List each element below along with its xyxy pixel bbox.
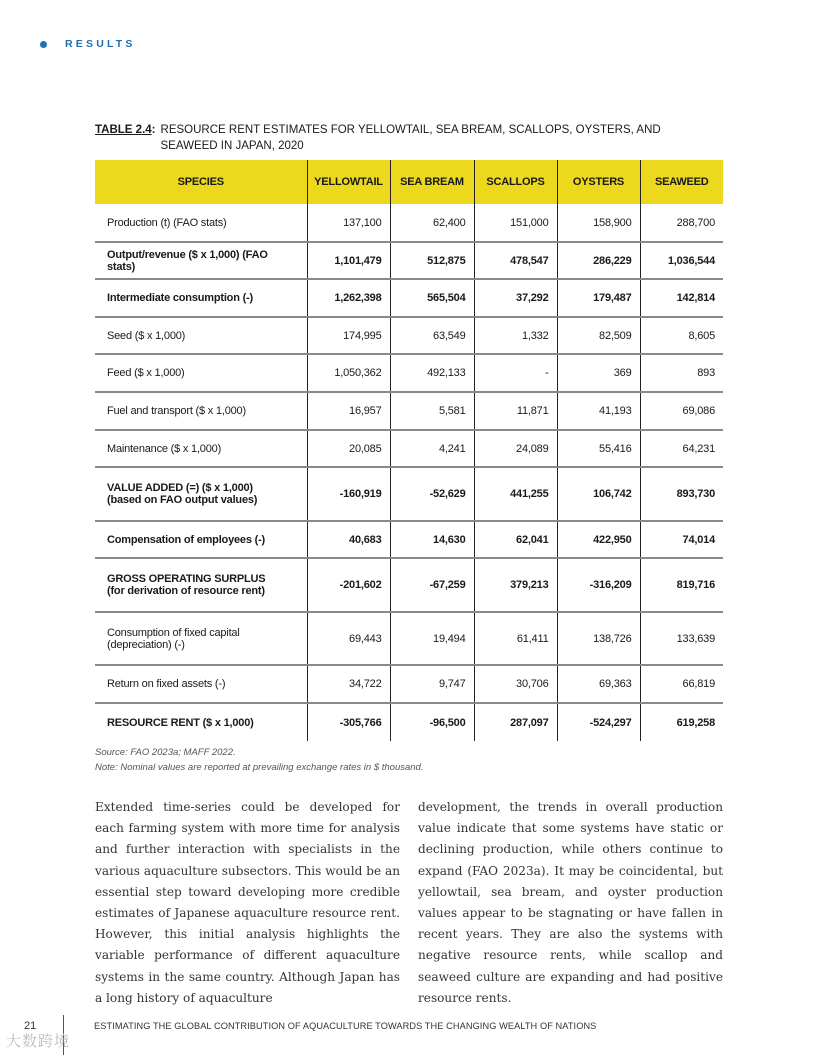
section-header [40, 38, 136, 50]
table-cell: 16,957 [307, 392, 390, 430]
table-cell: 478,547 [474, 242, 557, 279]
table-row [95, 521, 723, 558]
table-cell: 37,292 [474, 279, 557, 317]
table-cell: 34,722 [307, 665, 390, 703]
table-caption [95, 122, 715, 154]
row-label [95, 703, 307, 741]
row-label [95, 242, 307, 279]
table-header-row [95, 160, 723, 204]
table-note: Note: Nominal values are reported at prevailing exchange rates in $ thousand. [95, 762, 424, 773]
row-label-text: Maintenance ($ x 1,000) [107, 442, 222, 455]
table-cell: 1,050,362 [307, 354, 390, 392]
table-cell: 1,101,479 [307, 242, 390, 279]
table-cell: 151,000 [474, 204, 557, 242]
table-cell: 1,332 [474, 317, 557, 354]
row-label [95, 354, 307, 392]
row-label-text: Consumption of fixed capital [107, 626, 240, 639]
table-cell: -201,602 [307, 558, 390, 612]
table-cell: 14,630 [390, 521, 474, 558]
row-label-text: Compensation of employees (-) [107, 533, 265, 546]
table-title: RESOURCE RENT ESTIMATES FOR YELLOWTAIL, SEA BREAM, SCALLOPS, OYSTERS, AND SEAWEED IN JAPAN, 2020 [160, 124, 661, 152]
table-cell: 9,747 [390, 665, 474, 703]
table-cell: 287,097 [474, 703, 557, 741]
row-sublabel-text: (based on FAO output values) [107, 494, 258, 506]
table-row [95, 279, 723, 317]
table-cell: 138,726 [557, 612, 640, 665]
col-header-oysters: OYSTERS [557, 160, 640, 204]
table-cell: 24,089 [474, 430, 557, 467]
row-label-text: Return on fixed assets (-) [107, 678, 226, 690]
table-cell: 422,950 [557, 521, 640, 558]
table-cell: -96,500 [390, 703, 474, 741]
page-number: 21 [24, 1020, 37, 1032]
table-cell: -305,766 [307, 703, 390, 741]
table-cell: 492,133 [390, 354, 474, 392]
body-text-right-column: development, the trends in overall production value indicate that some systems have static or declining production, while others continue to expand (FAO 2023a). It may be coincidental, but yellowtail, sea bream, and oyster production values appear to be stagnating or have fallen in recent years. They are also the systems with negative resource rents, while scallop and seaweed culture are expanding and had positive resource rents. [418, 800, 723, 1005]
row-sublabel-text: (depreciation) (-) [107, 638, 185, 651]
table-cell: 62,400 [390, 204, 474, 242]
row-label-text: Seed ($ x 1,000) [107, 329, 186, 342]
row-label [95, 317, 307, 354]
table-cell: 288,700 [640, 204, 723, 242]
table-cell: 158,900 [557, 204, 640, 242]
table-cell: 19,494 [390, 612, 474, 665]
table-cell: -160,919 [307, 467, 390, 521]
table-cell: 66,819 [640, 665, 723, 703]
table-cell: 69,363 [557, 665, 640, 703]
footer-title: ESTIMATING THE GLOBAL CONTRIBUTION OF AQUACULTURE TOWARDS THE CHANGING WEALTH OF NATIONS [94, 1021, 597, 1031]
table-cell: 369 [557, 354, 640, 392]
table-cell: -67,259 [390, 558, 474, 612]
caption-colon: : [151, 124, 156, 136]
table-cell: 137,100 [307, 204, 390, 242]
table-row [95, 317, 723, 354]
table-id: TABLE 2.4 [95, 124, 152, 136]
table-row [95, 467, 723, 521]
watermark: 大数跨境 [6, 1033, 71, 1050]
table-cell: 64,231 [640, 430, 723, 467]
table-cell: 69,443 [307, 612, 390, 665]
table-cell: 74,014 [640, 521, 723, 558]
col-header-yellowtail: YELLOWTAIL [307, 160, 390, 204]
table-row [95, 430, 723, 467]
table-cell: 893,730 [640, 467, 723, 521]
row-label-text: Output/revenue ($ x 1,000) (FAO stats) [107, 248, 268, 273]
table-row [95, 204, 723, 242]
table-cell: -52,629 [390, 467, 474, 521]
table-cell: 62,041 [474, 521, 557, 558]
table-cell: 106,742 [557, 467, 640, 521]
row-label-text: GROSS OPERATING SURPLUS [107, 573, 266, 585]
table-cell: 1,262,398 [307, 279, 390, 317]
table-row [95, 703, 723, 741]
row-label-text: Intermediate consumption (-) [107, 292, 253, 304]
table-cell: 20,085 [307, 430, 390, 467]
section-label: RESULTS [65, 38, 136, 50]
table-row [95, 665, 723, 703]
table-cell: 30,706 [474, 665, 557, 703]
table-cell: 379,213 [474, 558, 557, 612]
row-label [95, 558, 307, 612]
body-text-left-column: Extended time-series could be developed for each farming system with more time for analysis and further interaction with specialists in the various aquaculture subsectors. This would be an essential step toward developing more credible estimates of Japanese aquaculture resource rent. However, this initial analysis highlights the variable performance of different aquaculture systems in the same country. Although Japan has a long history of aquaculture [95, 800, 400, 1005]
table-row [95, 392, 723, 430]
row-label [95, 204, 307, 242]
table-cell: 82,509 [557, 317, 640, 354]
table-cell: 4,241 [390, 430, 474, 467]
table-cell: 512,875 [390, 242, 474, 279]
table-cell: 69,086 [640, 392, 723, 430]
table-row [95, 558, 723, 612]
table-cell: - [474, 354, 557, 392]
table-cell: 8,605 [640, 317, 723, 354]
table-cell: 1,036,544 [640, 242, 723, 279]
bullet-dot-icon [40, 41, 47, 48]
row-label [95, 612, 307, 665]
row-label [95, 665, 307, 703]
table-row [95, 242, 723, 279]
row-label [95, 279, 307, 317]
table-cell: 286,229 [557, 242, 640, 279]
table-cell: 133,639 [640, 612, 723, 665]
col-header-sea-bream: SEA BREAM [390, 160, 474, 204]
table-cell: 55,416 [557, 430, 640, 467]
table-cell: 11,871 [474, 392, 557, 430]
table-cell: -524,297 [557, 703, 640, 741]
table-cell: 893 [640, 354, 723, 392]
col-header-seaweed: SEAWEED [640, 160, 723, 204]
row-label-text: Production (t) (FAO stats) [107, 216, 227, 229]
table-cell: 63,549 [390, 317, 474, 354]
table-source-notes [95, 745, 423, 775]
row-label-text: VALUE ADDED (=) ($ x 1,000) [107, 482, 253, 494]
table-cell: 619,258 [640, 703, 723, 741]
row-label [95, 430, 307, 467]
row-label [95, 392, 307, 430]
table-cell: 441,255 [474, 467, 557, 521]
row-label [95, 467, 307, 521]
table-row [95, 612, 723, 665]
table-cell: 819,716 [640, 558, 723, 612]
table-cell: 5,581 [390, 392, 474, 430]
col-header-scallops: SCALLOPS [474, 160, 557, 204]
table-cell: 41,193 [557, 392, 640, 430]
table-cell: 174,995 [307, 317, 390, 354]
table-cell: 61,411 [474, 612, 557, 665]
table-cell: 179,487 [557, 279, 640, 317]
table-row [95, 354, 723, 392]
resource-rent-table [95, 160, 723, 741]
table-cell: 565,504 [390, 279, 474, 317]
table-source: Source: FAO 2023a; MAFF 2022. [95, 747, 236, 758]
table-cell: 142,814 [640, 279, 723, 317]
row-label [95, 521, 307, 558]
table-cell: 40,683 [307, 521, 390, 558]
row-label-text: RESOURCE RENT ($ x 1,000) [107, 716, 254, 729]
row-sublabel-text: (for derivation of resource rent) [107, 585, 265, 597]
row-label-text: Fuel and transport ($ x 1,000) [107, 405, 246, 417]
col-header-species: SPECIES [95, 160, 307, 204]
row-label-text: Feed ($ x 1,000) [107, 367, 185, 379]
table-cell: -316,209 [557, 558, 640, 612]
page-footer [0, 1012, 816, 1056]
